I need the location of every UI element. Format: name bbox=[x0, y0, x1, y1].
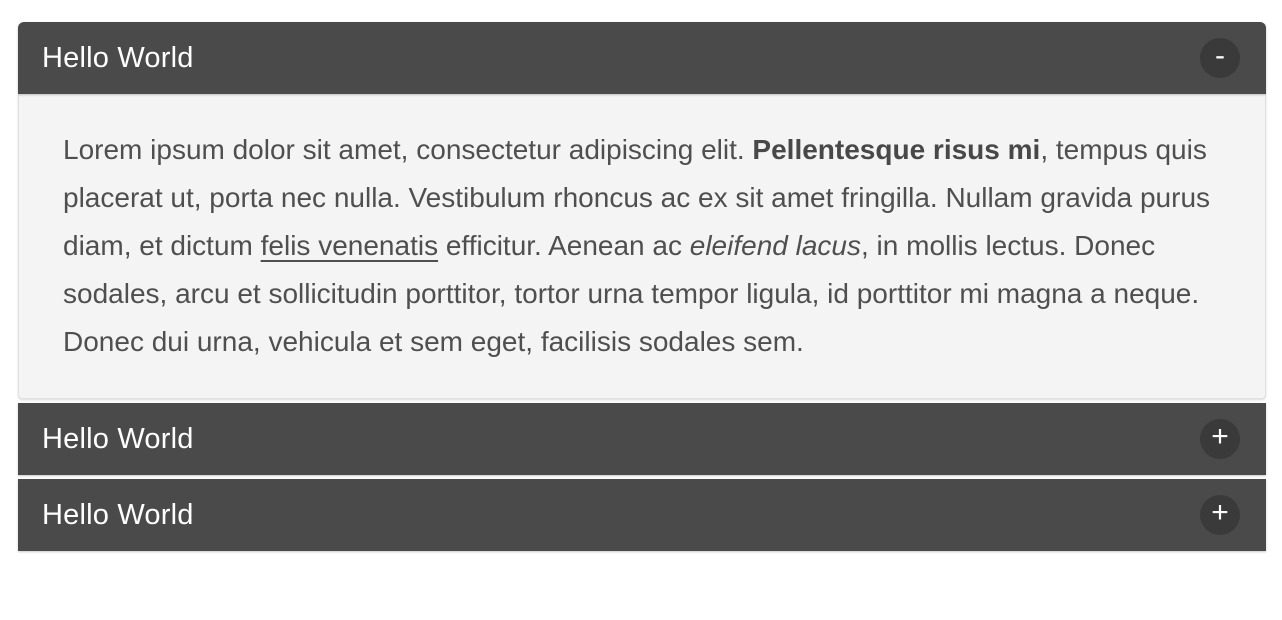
paragraph-segment: , in mollis lectus. Donec sodales, arcu et sollicitudin porttitor, tortor urna tempor ligula, id porttitor mi magna a neque. Donec dui urna, vehicula et sem eget, facilisis sodales sem. bbox=[63, 230, 1200, 357]
accordion-header-2-title: Hello World bbox=[42, 422, 194, 455]
plus-icon: + bbox=[1211, 420, 1229, 453]
expand-button[interactable] bbox=[1200, 495, 1240, 535]
collapse-button[interactable] bbox=[1200, 38, 1240, 78]
paragraph-segment-underline: felis venenatis bbox=[260, 230, 439, 261]
paragraph-segment: efficitur. Aenean ac bbox=[438, 230, 690, 261]
paragraph-segment-italic: eleifend lacus bbox=[689, 230, 861, 261]
accordion-header-2[interactable] bbox=[18, 403, 1266, 475]
paragraph-segment: Lorem ipsum dolor sit amet, consectetur adipiscing elit. bbox=[63, 134, 753, 165]
accordion bbox=[18, 22, 1266, 551]
paragraph-segment: , tempus quis placerat ut, porta nec nulla. Vestibulum rhoncus ac ex sit amet fringilla. Nullam gravida purus diam, et dictum bbox=[63, 134, 1211, 261]
accordion-header-3[interactable] bbox=[18, 479, 1266, 551]
accordion-header-1[interactable] bbox=[18, 22, 1266, 94]
accordion-header-1-title: Hello World bbox=[42, 41, 194, 74]
accordion-panel-1 bbox=[18, 94, 1266, 399]
expand-button[interactable] bbox=[1200, 419, 1240, 459]
panel-paragraph bbox=[63, 126, 1213, 366]
minus-icon: - bbox=[1215, 39, 1225, 72]
plus-icon: + bbox=[1211, 496, 1229, 529]
accordion-header-3-title: Hello World bbox=[42, 498, 194, 531]
paragraph-segment-bold: Pellentesque risus mi bbox=[752, 134, 1041, 165]
